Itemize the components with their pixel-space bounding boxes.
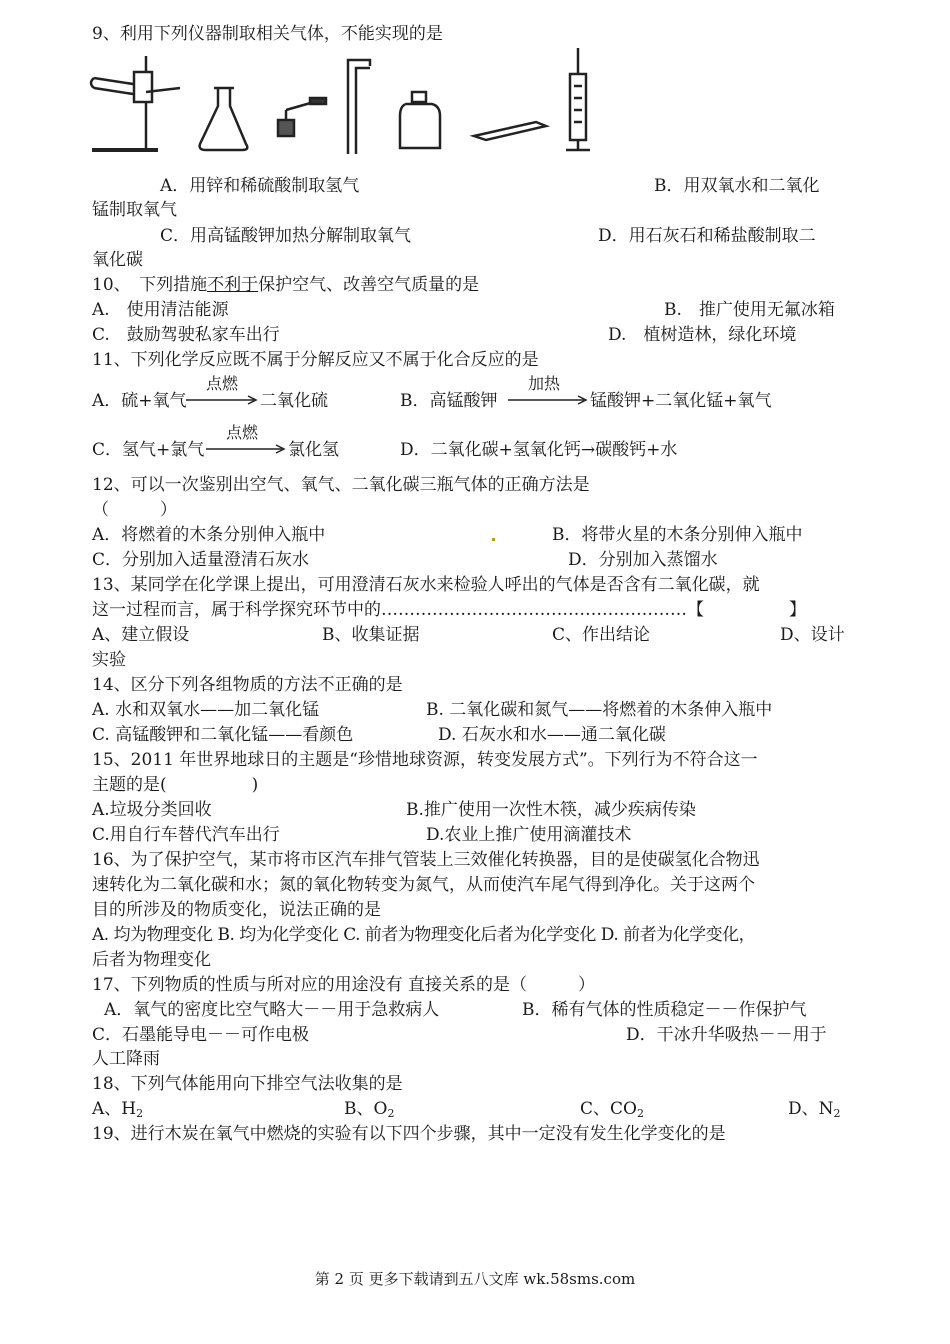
q11-option-a-left: A．硫+氧气 — [92, 391, 187, 411]
q14-option-a: A. 水和双氧水——加二氧化锰 — [92, 700, 320, 720]
stray-dot — [492, 538, 495, 541]
erlenmeyer-flask-icon — [200, 88, 248, 150]
q13-stem-line1: 13、某同学在化学课上提出，可用澄清石灰水来检验人呼出的气体是否含有二氧化碳，就 — [92, 575, 760, 595]
q10-stem: 10、 下列措施不利于保护空气、改善空气质量的是 — [92, 275, 480, 295]
iron-stand-test-tube-icon — [91, 56, 180, 150]
q9-option-a: A．用锌和稀硫酸制取氢气 — [160, 176, 360, 196]
q14-option-d: D. 石灰水和水——通二氧化碳 — [438, 725, 666, 745]
q11-option-c-condition: 点燃 — [226, 423, 259, 442]
q13-option-d-cont: 实验 — [92, 650, 126, 670]
q17-option-c: C．石墨能导电－－可作电极 — [92, 1025, 310, 1045]
q19-stem: 19、进行木炭在氧气中燃烧的实验有以下四个步骤，其中一定没有发生化学变化的是 — [92, 1124, 726, 1144]
q11-option-b-right: 锰酸钾+二氧化锰+氧气 — [590, 391, 772, 411]
q11-option-d: D．二氧化碳+氢氧化钙→碳酸钙+水 — [400, 440, 678, 460]
q15-option-d: D.农业上推广使用滴灌技术 — [426, 825, 632, 845]
q11-option-a-condition: 点燃 — [206, 374, 239, 393]
q16-line2: 速转化为二氧化碳和水；氮的氧化物转变为氮气，从而使汽车尾气得到净化。关于这两个 — [92, 875, 755, 895]
q12-option-c: C．分别加入适量澄清石灰水 — [92, 550, 310, 570]
syringe-icon — [566, 48, 590, 150]
q17-option-d: D．干冰升华吸热－－用于 — [626, 1025, 827, 1045]
reaction-arrow-icon — [206, 443, 286, 455]
glass-plate-icon — [474, 122, 546, 140]
q10-option-b: B. 推广使用无氟冰箱 — [664, 300, 835, 320]
q17-option-a: A．氧气的密度比空气略大－－用于急救病人 — [104, 1000, 440, 1020]
q18-stem: 18、下列气体能用向下排空气法收集的是 — [92, 1074, 403, 1094]
q13-stem-line2: 这一过程而言，属于科学探究环节中的………………………………………………【 】 — [92, 600, 806, 620]
q17-stem: 17、下列物质的性质与所对应的用途没有 直接关系的是（ ） — [92, 975, 596, 995]
q10-option-a: A. 使用清洁能源 — [92, 300, 229, 320]
q12-stem: 12、可以一次鉴别出空气、氧气、二氧化碳三瓶气体的正确方法是 — [92, 475, 590, 495]
q11-stem: 11、下列化学反应既不属于分解反应又不属于化合反应的是 — [92, 350, 539, 370]
q16-line3: 目的所涉及的物质变化，说法正确的是 — [92, 900, 381, 920]
q11-option-b-condition: 加热 — [528, 374, 561, 393]
q13-option-c: C、作出结论 — [552, 625, 651, 645]
q9-option-b: B．用双氧水和二氧化 — [654, 176, 820, 196]
q12-answer-paren: （ ） — [92, 500, 177, 520]
q9-option-b-cont: 锰制取氧气 — [92, 200, 177, 220]
q15-stem-line1: 15、2011 年世界地球日的主题是“珍惜地球资源，转变发展方式”。下列行为不符合这一 — [92, 750, 758, 770]
apparatus-illustration — [88, 44, 608, 156]
q14-stem: 14、区分下列各组物质的方法不正确的是 — [92, 675, 403, 695]
q18-option-c: C、$CO_2$ — [580, 1099, 644, 1120]
bent-tube-icon — [348, 60, 370, 154]
q14-option-b: B. 二氧化碳和氮气——将燃着的木条伸入瓶中 — [426, 700, 773, 720]
q9-option-c: C．用高锰酸钾加热分解制取氧气 — [160, 226, 412, 246]
q13-option-b: B、收集证据 — [322, 625, 420, 645]
q11-option-c-left: C．氢气+氯气 — [92, 440, 205, 460]
q16-options-cont: 后者为物理变化 — [92, 950, 211, 970]
q18-option-d: D、$N_2$ — [788, 1099, 841, 1120]
reaction-arrow-icon — [508, 394, 588, 406]
q16-line1: 16、为了保护空气，某市将市区汽车排气管装上三效催化转换器，目的是使碳氢化合物迅 — [92, 850, 760, 870]
q11-option-a-right: 二氧化硫 — [260, 391, 328, 411]
q10-option-d: D. 植树造林，绿化环境 — [608, 325, 797, 345]
q15-stem-line2: 主题的是( ) — [92, 775, 259, 795]
q18-option-b: B、$O_2$ — [344, 1099, 395, 1120]
q9-stem: 9、利用下列仪器制取相关气体，不能实现的是 — [92, 24, 443, 44]
q17-option-b: B．稀有气体的性质稳定－－作保护气 — [522, 1000, 807, 1020]
q12-option-d: D．分别加入蒸馏水 — [568, 550, 718, 570]
q17-option-d-cont: 人工降雨 — [92, 1049, 160, 1069]
page-footer: 第 2 页 更多下载请到五八文库 wk.58sms.com — [314, 1270, 636, 1288]
q11-option-c-right: 氯化氢 — [288, 440, 339, 460]
q14-option-c: C. 高锰酸钾和二氧化锰——看颜色 — [92, 725, 354, 745]
q15-option-b: B.推广使用一次性木筷，减少疾病传染 — [406, 800, 696, 820]
q12-option-b: B．将带火星的木条分别伸入瓶中 — [552, 525, 803, 545]
q13-option-a: A、建立假设 — [92, 625, 190, 645]
q9-option-d: D．用石灰石和稀盐酸制取二 — [598, 226, 816, 246]
reaction-arrow-icon — [186, 394, 258, 406]
q10-underlined: 不利于 — [207, 275, 259, 295]
q16-options: A. 均为物理变化 B. 均为化学变化 C. 前者为物理变化后者为化学变化 D. 前者为化学变化， — [92, 925, 756, 945]
q13-option-d: D、设计 — [780, 625, 845, 645]
q18-option-a: A、$H_2$ — [92, 1099, 144, 1120]
gas-bottle-icon — [400, 92, 440, 148]
q15-option-c: C.用自行车替代汽车出行 — [92, 825, 280, 845]
q9-option-d-cont: 氧化碳 — [92, 250, 143, 270]
q12-option-a: A．将燃着的木条分别伸入瓶中 — [92, 525, 326, 545]
q11-option-b-left: B．高锰酸钾 — [400, 391, 498, 411]
q15-option-a: A.垃圾分类回收 — [92, 800, 212, 820]
stopper-delivery-tube-icon — [278, 98, 326, 136]
q10-option-c: C. 鼓励驾驶私家车出行 — [92, 325, 280, 345]
